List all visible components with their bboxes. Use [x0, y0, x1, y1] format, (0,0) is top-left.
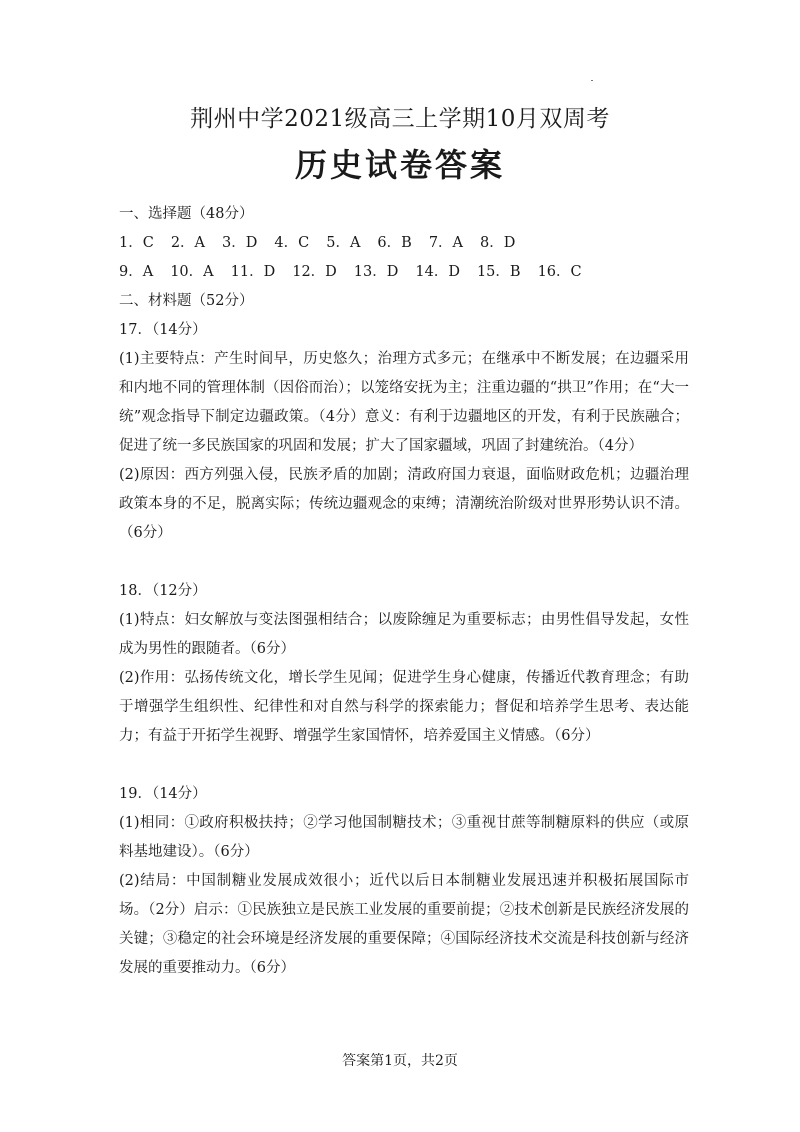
answer-content: [119, 200, 689, 983]
choice-answer: 7．A: [428, 235, 464, 251]
choice-answer: 2．A: [170, 235, 206, 251]
choice-answers-row-1: [119, 229, 689, 258]
section-heading-choice: 一、选择题（48分）: [119, 206, 254, 222]
spacer: [119, 751, 689, 780]
question-17-part-1: (1)主要特点：产生时间早，历史悠久；治理方式多元；在继承中不断发展；在边疆采用和内地不同的管理体制（因俗而治）；以笼络安抚为主；注重边疆的“拱卫”作用；在“大一统”观念指导下制定边疆政策。（4分）意义：有利于边疆地区的开发，有利于民族融合；促进了统一多民族国家的巩固和发展；扩大了国家疆域，巩固了封建统治。（4分）: [119, 351, 689, 454]
question-19-heading: 19．（14分）: [119, 786, 207, 802]
question-19-part-2: (2)结局：中国制糖业发展成效很小；近代以后日本制糖业发展迅速并积极拓展国际市场。（2分）启示：①民族独立是民族工业发展的重要前提；②技术创新是民族经济发展的关键；③稳定的社会环境是经济发展的重要保障；④国际经济技术交流是科技创新与经济发展的重要推动力。（6分）: [119, 873, 689, 976]
choice-answer: 15．B: [476, 264, 521, 280]
scan-mark: [591, 80, 593, 81]
choice-answer: 11．D: [230, 264, 276, 280]
choice-answer: 12．D: [292, 264, 337, 280]
spacer: [119, 548, 689, 577]
page-footer: 答案第1页，共2页: [342, 1053, 458, 1069]
choice-answer: 6．B: [377, 235, 412, 251]
choice-answer: 1．C: [119, 235, 154, 251]
question-18-heading: 18．（12分）: [119, 583, 207, 599]
question-18-part-2: (2)作用：弘扬传统文化，增长学生见闻；促进学生身心健康，传播近代教育理念；有助于增强学生组织性、纪律性和对自然与科学的探索能力；督促和培养学生思考、表达能力；有益于开拓学生视野、增强学生家国情怀，培养爱国主义情感。（6分）: [119, 670, 689, 744]
choice-answer: 16．C: [537, 264, 582, 280]
choice-answers-row-2: [119, 258, 689, 287]
question-17-heading: 17．（14分）: [119, 322, 207, 338]
choice-answer: 13．D: [353, 264, 399, 280]
choice-answer: 10．A: [170, 264, 214, 280]
section-heading-material: 二、材料题（52分）: [119, 293, 254, 309]
question-17-part-2: (2)原因：西方列强入侵，民族矛盾的加剧；清政府国力衰退，面临财政危机；边疆治理政策本身的不足，脱离实际；传统边疆观念的束缚；清潮统治阶级对世界形势认识不清。（6分）: [119, 467, 689, 541]
choice-answer: 4．C: [274, 235, 310, 251]
choice-answer: 8．D: [480, 235, 516, 251]
exam-title: 荆州中学2021级高三上学期10月双周考: [190, 106, 610, 132]
question-19-part-1: (1)相同：①政府积极扶持；②学习他国制糖技术；③重视甘蔗等制糖原料的供应（或原料基地建设）。（6分）: [119, 815, 689, 860]
question-18-part-1: (1)特点：妇女解放与变法图强相结合；以废除缠足为重要标志；由男性倡导发起，女性成为男性的跟随者。（6分）: [119, 612, 689, 657]
choice-answer: 14．D: [415, 264, 460, 280]
choice-answer: 3．D: [222, 235, 258, 251]
document-subtitle: 历史试卷答案: [294, 146, 505, 184]
choice-answer: 9．A: [119, 264, 154, 280]
choice-answer: 5．A: [326, 235, 361, 251]
